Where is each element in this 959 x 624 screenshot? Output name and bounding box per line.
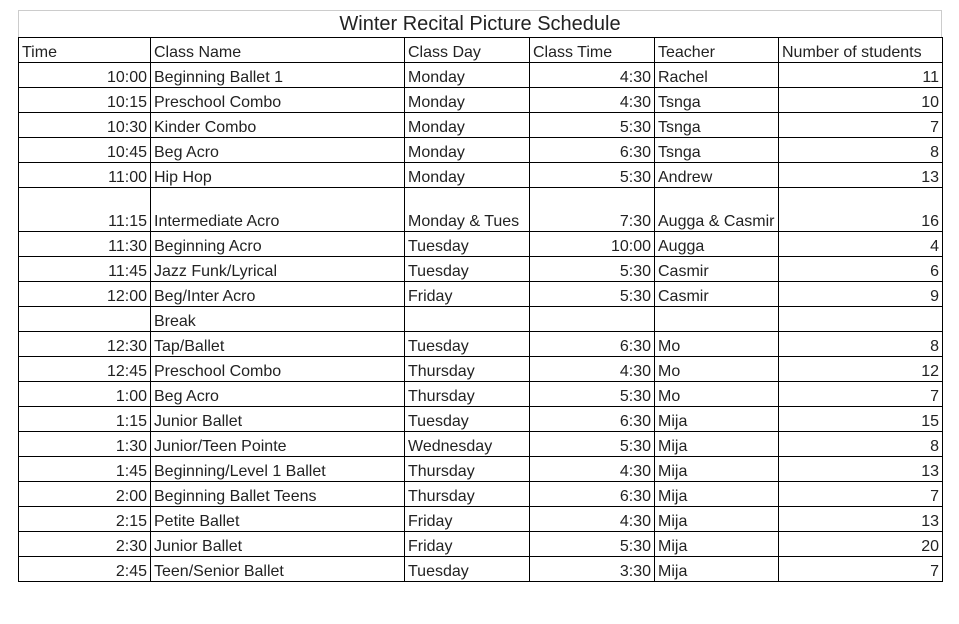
cell-teacher[interactable]: Mija (655, 532, 779, 557)
cell-class-day[interactable] (405, 307, 530, 332)
cell-class-name[interactable]: Junior/Teen Pointe (151, 432, 405, 457)
cell-teacher[interactable]: Rachel (655, 63, 779, 88)
cell-teacher[interactable]: Augga (655, 232, 779, 257)
cell-class-name[interactable]: Beg/Inter Acro (151, 282, 405, 307)
cell-class-day[interactable]: Monday (405, 138, 530, 163)
cell-class-name[interactable]: Beginning Ballet 1 (151, 63, 405, 88)
cell-class-name[interactable]: Tap/Ballet (151, 332, 405, 357)
cell-class-time[interactable]: 5:30 (530, 432, 655, 457)
table-row (19, 63, 943, 88)
table-row (19, 382, 943, 407)
cell-number-of-students[interactable]: 7 (779, 113, 943, 138)
cell-class-day[interactable]: Thursday (405, 457, 530, 482)
cell-teacher[interactable]: Mo (655, 332, 779, 357)
table-row (19, 307, 943, 332)
cell-class-time[interactable]: 5:30 (530, 532, 655, 557)
cell-number-of-students[interactable]: 8 (779, 432, 943, 457)
cell-class-name[interactable]: Beginning/Level 1 Ballet (151, 457, 405, 482)
cell-teacher[interactable]: Mija (655, 482, 779, 507)
table-row (19, 532, 943, 557)
cell-class-time[interactable]: 4:30 (530, 507, 655, 532)
cell-time[interactable]: 1:15 (19, 407, 151, 432)
cell-teacher[interactable]: Casmir (655, 282, 779, 307)
header-time[interactable]: Time (19, 38, 151, 63)
header-class-name[interactable]: Class Name (151, 38, 405, 63)
cell-number-of-students[interactable]: 8 (779, 138, 943, 163)
cell-time[interactable]: 2:45 (19, 557, 151, 582)
cell-number-of-students[interactable]: 13 (779, 457, 943, 482)
cell-class-name[interactable]: Beginning Acro (151, 232, 405, 257)
cell-class-name[interactable]: Beg Acro (151, 382, 405, 407)
cell-class-time[interactable]: 6:30 (530, 482, 655, 507)
cell-teacher[interactable]: Mija (655, 432, 779, 457)
table-row (19, 113, 943, 138)
table-row (19, 432, 943, 457)
cell-number-of-students[interactable]: 8 (779, 332, 943, 357)
cell-class-day[interactable]: Thursday (405, 357, 530, 382)
table-row (19, 138, 943, 163)
table-row (19, 257, 943, 282)
cell-class-time[interactable]: 5:30 (530, 163, 655, 188)
cell-class-day[interactable]: Tuesday (405, 257, 530, 282)
cell-time[interactable] (19, 307, 151, 332)
table-row (19, 557, 943, 582)
cell-number-of-students[interactable]: 4 (779, 232, 943, 257)
cell-time[interactable]: 12:30 (19, 332, 151, 357)
cell-class-time[interactable]: 4:30 (530, 357, 655, 382)
cell-class-name[interactable]: Teen/Senior Ballet (151, 557, 405, 582)
cell-class-day[interactable]: Friday (405, 282, 530, 307)
cell-class-time[interactable]: 7:30 (530, 188, 655, 232)
table-row (19, 507, 943, 532)
cell-class-name[interactable]: Preschool Combo (151, 88, 405, 113)
cell-class-time[interactable]: 5:30 (530, 113, 655, 138)
cell-time[interactable]: 2:00 (19, 482, 151, 507)
cell-time[interactable]: 2:30 (19, 532, 151, 557)
cell-time[interactable]: 11:45 (19, 257, 151, 282)
cell-class-day[interactable]: Thursday (405, 482, 530, 507)
table-row (19, 282, 943, 307)
cell-time[interactable]: 12:00 (19, 282, 151, 307)
cell-number-of-students[interactable]: 11 (779, 63, 943, 88)
cell-time[interactable]: 12:45 (19, 357, 151, 382)
cell-class-time[interactable]: 10:00 (530, 232, 655, 257)
table-row (19, 232, 943, 257)
cell-number-of-students[interactable]: 6 (779, 257, 943, 282)
cell-class-time[interactable]: 6:30 (530, 407, 655, 432)
cell-time[interactable]: 10:45 (19, 138, 151, 163)
cell-time[interactable]: 10:30 (19, 113, 151, 138)
table-row (19, 357, 943, 382)
cell-teacher[interactable]: Tsnga (655, 88, 779, 113)
cell-number-of-students[interactable]: 9 (779, 282, 943, 307)
cell-time[interactable]: 2:15 (19, 507, 151, 532)
cell-time[interactable]: 11:30 (19, 232, 151, 257)
cell-time[interactable]: 1:30 (19, 432, 151, 457)
cell-class-name[interactable]: Junior Ballet (151, 532, 405, 557)
cell-class-time[interactable]: 4:30 (530, 457, 655, 482)
cell-class-name[interactable]: Beg Acro (151, 138, 405, 163)
cell-number-of-students[interactable]: 10 (779, 88, 943, 113)
table-row (19, 188, 943, 232)
table-row (19, 88, 943, 113)
cell-class-name[interactable]: Preschool Combo (151, 357, 405, 382)
table-row (19, 482, 943, 507)
cell-number-of-students[interactable]: 7 (779, 482, 943, 507)
cell-class-name[interactable]: Kinder Combo (151, 113, 405, 138)
cell-teacher[interactable]: Andrew (655, 163, 779, 188)
cell-class-day[interactable]: Friday (405, 532, 530, 557)
table-row (19, 407, 943, 432)
cell-class-name[interactable]: Intermediate Acro (151, 188, 405, 232)
header-teacher[interactable]: Teacher (655, 38, 779, 63)
cell-class-name[interactable]: Hip Hop (151, 163, 405, 188)
cell-time[interactable]: 11:15 (19, 188, 151, 232)
header-class-time[interactable]: Class Time (530, 38, 655, 63)
cell-class-time[interactable]: 5:30 (530, 382, 655, 407)
cell-time[interactable]: 1:00 (19, 382, 151, 407)
cell-class-name[interactable]: Jazz Funk/Lyrical (151, 257, 405, 282)
sheet-title[interactable]: Winter Recital Picture Schedule (18, 10, 942, 37)
cell-class-name[interactable]: Break (151, 307, 405, 332)
cell-number-of-students[interactable]: 13 (779, 163, 943, 188)
cell-class-day[interactable]: Tuesday (405, 407, 530, 432)
schedule-table (18, 37, 943, 582)
cell-time[interactable]: 10:00 (19, 63, 151, 88)
cell-class-time[interactable]: 6:30 (530, 332, 655, 357)
spreadsheet (18, 10, 942, 582)
cell-class-day[interactable]: Tuesday (405, 332, 530, 357)
cell-class-name[interactable]: Junior Ballet (151, 407, 405, 432)
cell-number-of-students[interactable]: 20 (779, 532, 943, 557)
cell-class-day[interactable]: Monday (405, 163, 530, 188)
cell-class-name[interactable]: Petite Ballet (151, 507, 405, 532)
cell-time[interactable]: 11:00 (19, 163, 151, 188)
table-row (19, 332, 943, 357)
cell-teacher[interactable]: Mo (655, 382, 779, 407)
cell-class-day[interactable]: Tuesday (405, 557, 530, 582)
cell-number-of-students[interactable]: 7 (779, 382, 943, 407)
cell-time[interactable]: 1:45 (19, 457, 151, 482)
cell-number-of-students[interactable]: 15 (779, 407, 943, 432)
cell-teacher[interactable] (655, 307, 779, 332)
cell-class-day[interactable]: Monday (405, 113, 530, 138)
cell-teacher[interactable]: Mo (655, 357, 779, 382)
cell-class-time[interactable]: 5:30 (530, 257, 655, 282)
header-row (19, 38, 943, 63)
cell-number-of-students[interactable] (779, 307, 943, 332)
cell-time[interactable]: 10:15 (19, 88, 151, 113)
cell-number-of-students[interactable]: 16 (779, 188, 943, 232)
cell-number-of-students[interactable]: 13 (779, 507, 943, 532)
table-row (19, 163, 943, 188)
cell-teacher[interactable]: Augga & Casmir (655, 188, 779, 232)
header-class-day[interactable]: Class Day (405, 38, 530, 63)
cell-class-time[interactable] (530, 307, 655, 332)
cell-class-day[interactable]: Tuesday (405, 232, 530, 257)
cell-teacher[interactable]: Mija (655, 507, 779, 532)
cell-class-day[interactable]: Friday (405, 507, 530, 532)
cell-class-time[interactable]: 4:30 (530, 63, 655, 88)
cell-teacher[interactable]: Tsnga (655, 113, 779, 138)
cell-teacher[interactable]: Tsnga (655, 138, 779, 163)
cell-class-time[interactable]: 4:30 (530, 88, 655, 113)
cell-class-day[interactable]: Wednesday (405, 432, 530, 457)
cell-class-day[interactable]: Monday (405, 88, 530, 113)
cell-teacher[interactable]: Mija (655, 457, 779, 482)
header-number-of-students[interactable]: Number of students (779, 38, 943, 63)
cell-class-time[interactable]: 5:30 (530, 282, 655, 307)
cell-number-of-students[interactable]: 7 (779, 557, 943, 582)
cell-class-day[interactable]: Thursday (405, 382, 530, 407)
cell-class-name[interactable]: Beginning Ballet Teens (151, 482, 405, 507)
cell-number-of-students[interactable]: 12 (779, 357, 943, 382)
table-row (19, 457, 943, 482)
cell-teacher[interactable]: Casmir (655, 257, 779, 282)
cell-teacher[interactable]: Mija (655, 407, 779, 432)
cell-class-day[interactable]: Monday (405, 63, 530, 88)
cell-class-time[interactable]: 3:30 (530, 557, 655, 582)
cell-class-day[interactable]: Monday & Tues (405, 188, 530, 232)
cell-class-time[interactable]: 6:30 (530, 138, 655, 163)
cell-teacher[interactable]: Mija (655, 557, 779, 582)
